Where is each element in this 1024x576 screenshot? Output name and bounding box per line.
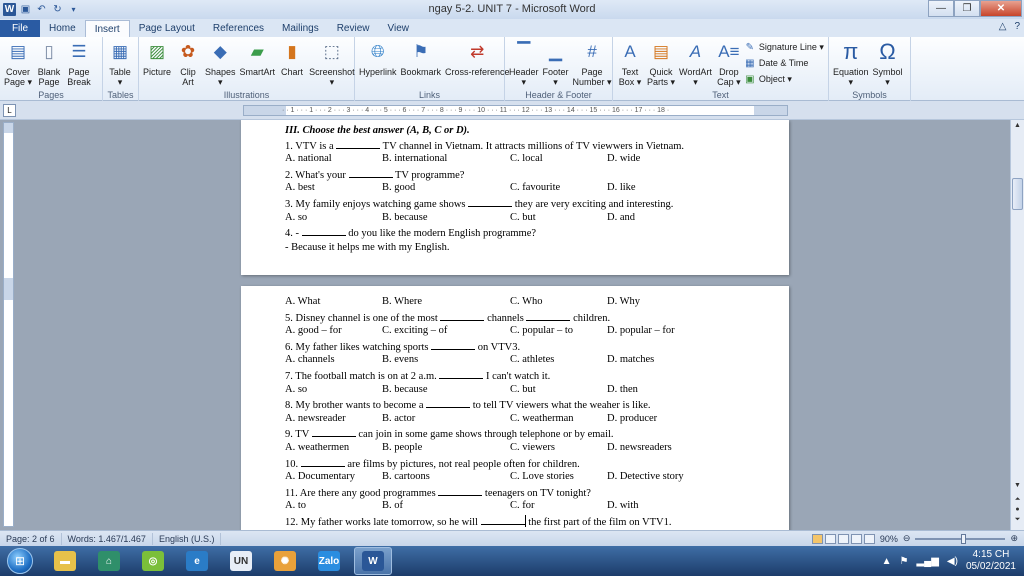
folder-icon: ▬ [54, 551, 76, 571]
taskbar-app6[interactable] [266, 547, 304, 575]
cross-reference-icon: ⇄ [470, 42, 485, 61]
signature-icon: ✎ [745, 41, 755, 53]
smartart-icon: ▰ [250, 42, 264, 61]
question-text: children. [570, 312, 611, 324]
question-text: to tell TV viewers what the weaher is like. [470, 400, 651, 412]
answer-option: A. channels [285, 354, 335, 366]
page-number-button[interactable]: # Page Number ▾ [571, 37, 614, 87]
start-button[interactable] [0, 546, 40, 576]
chart-icon: ▮ [287, 42, 297, 61]
answer-option: C. but [510, 211, 536, 223]
header-button[interactable]: ▔ Header ▾ [507, 37, 541, 87]
emblem-app-icon: ✺ [274, 551, 296, 571]
question-line [285, 311, 610, 327]
shield-app-icon: ⌂ [98, 551, 120, 571]
blank-page-button[interactable]: ▯ Blank Page [34, 37, 64, 87]
answer-blank [431, 340, 475, 350]
ruler-bar [0, 101, 1024, 120]
table-button[interactable]: ▦ Table ▾ [105, 37, 135, 87]
footer-button[interactable]: ▁ Footer ▾ [541, 37, 571, 87]
footer-icon: ▁ [548, 42, 563, 61]
question-text: 2. What's your [285, 169, 349, 181]
question-text: 10. [285, 458, 301, 470]
question-line [285, 369, 550, 385]
question-text: 11. Are there any good programmes [285, 487, 439, 499]
question-text: 5. Disney channel is one of the most [285, 312, 441, 324]
bookmark-icon: ⚑ [413, 42, 429, 61]
answer-option: C. Love stories [510, 471, 574, 483]
shapes-icon: ◆ [213, 42, 227, 61]
tab-insert[interactable]: Insert [85, 20, 130, 37]
tab-references[interactable]: References [212, 23, 265, 34]
screenshot-icon: ⬚ [323, 42, 340, 61]
flag-icon[interactable]: ⚑ [899, 555, 909, 567]
answer-option: D. popular – for [607, 325, 675, 337]
chart-button[interactable]: ▮ Chart [277, 37, 307, 87]
undo-icon[interactable]: ↶ [37, 4, 46, 15]
answer-option: C. athletes [510, 354, 555, 366]
group-header-footer: ▔ Header ▾ ▁ Footer ▾ # Page Number ▾ Header & Footer [505, 37, 613, 101]
quick-access-toolbar [0, 0, 80, 19]
answer-line: - Because it helps me with my English. [285, 241, 450, 253]
answer-option: C. but [510, 383, 536, 395]
unikey-icon: UN [230, 551, 252, 571]
taskbar-explorer[interactable] [46, 547, 84, 575]
save-icon[interactable]: ▣ [20, 4, 31, 15]
page-1[interactable] [241, 120, 789, 275]
question-line [285, 139, 684, 155]
hyperlink-icon: 🌐︎ [370, 42, 385, 61]
answer-option: D. like [607, 182, 636, 194]
page-number-icon: # [587, 42, 597, 61]
question-line [285, 226, 536, 242]
answer-option: C. viewers [510, 442, 555, 453]
answer-option: D. Detective story [607, 471, 684, 483]
question-text: the first part of the film on VTV1. [525, 517, 672, 528]
prev-page-icon[interactable]: ⏶ [1014, 496, 1021, 503]
redo-icon[interactable]: ↻ [53, 4, 62, 15]
question-line [285, 197, 673, 213]
system-tray [882, 546, 1024, 576]
equation-button[interactable]: π Equation ▾ [833, 39, 869, 87]
minimize-icon[interactable]: — [928, 0, 954, 17]
vertical-scrollbar[interactable] [1010, 120, 1024, 530]
question-line [285, 515, 671, 530]
tab-review[interactable]: Review [336, 23, 370, 34]
answer-option: C. for [510, 500, 535, 512]
answer-blank [312, 427, 356, 437]
object-button[interactable]: ▣ Object ▾ [745, 73, 792, 85]
answer-blank [438, 486, 482, 496]
view-buttons [812, 534, 875, 544]
ribbon-collapse-icon[interactable]: △ [998, 21, 1007, 32]
answer-option: C. Who [510, 296, 543, 307]
page-break-button[interactable]: ☰ Page Break [64, 37, 94, 87]
window-title: ngay 5-2. UNIT 7 - Microsoft Word [428, 3, 596, 15]
screenshot-button[interactable]: ⬚ Screenshot ▾ [307, 37, 357, 87]
smartart-button[interactable]: ▰ SmartArt [238, 37, 278, 87]
header-icon: ▔ [517, 42, 531, 61]
answer-option: B. evens [382, 354, 419, 366]
taskbar-ie[interactable] [178, 547, 216, 575]
taskbar [0, 546, 1024, 576]
blank-page-icon: ▯ [44, 42, 54, 61]
question-line [285, 168, 464, 184]
tray-expand-icon[interactable]: ▲ [881, 555, 892, 567]
answer-option: B. actor [382, 412, 416, 424]
answer-option: A. Documentary [285, 471, 355, 483]
answer-blank [526, 311, 570, 321]
answer-option: A. so [285, 211, 308, 223]
question-text: 9. TV [285, 429, 312, 441]
zalo-icon: Zalo [318, 551, 340, 571]
object-icon: ▣ [745, 73, 755, 85]
answer-blank [468, 197, 512, 207]
ribbon-insert [0, 37, 1024, 101]
answer-option: D. then [607, 383, 638, 395]
answer-option: C. local [510, 153, 543, 165]
word-app-icon[interactable]: W [4, 4, 15, 15]
answer-option: B. Where [382, 296, 423, 307]
answer-blank [481, 515, 525, 525]
answer-option: D. wide [607, 153, 641, 165]
browse-object-icon[interactable]: ● [1015, 506, 1020, 513]
clock[interactable]: 4:15 CH 05/02/2021 [965, 549, 1016, 572]
word-count[interactable]: Words: 1.467/1.467 [62, 533, 153, 545]
answer-option: B. people [382, 442, 423, 453]
answer-blank [440, 311, 484, 321]
answer-option: A. What [285, 296, 321, 307]
clip-art-icon: ✿ [180, 42, 196, 61]
clip-art-button[interactable]: ✿ Clip Art [173, 37, 203, 87]
question-text: channels [484, 312, 527, 324]
answer-option: D. producer [607, 412, 658, 424]
answer-option: A. best [285, 182, 315, 194]
volume-icon[interactable]: ◀) [946, 555, 958, 567]
taskbar-word[interactable] [354, 547, 392, 575]
question-text: 1. VTV is a [285, 140, 337, 152]
tab-page-layout[interactable]: Page Layout [138, 23, 195, 34]
restore-icon[interactable]: ❐ [954, 0, 980, 17]
status-bar [0, 530, 1024, 546]
group-tables: ▦ Table ▾ Tables [103, 37, 139, 101]
question-text: 6. My father likes watching sports [285, 341, 432, 353]
taskbar-unikey[interactable] [222, 547, 260, 575]
word-app-icon: W [362, 551, 384, 571]
answer-blank [336, 139, 380, 149]
page-count[interactable]: Page: 2 of 6 [0, 533, 62, 545]
bookmark-button[interactable]: ⚑ Bookmark [399, 37, 444, 87]
answer-option: C. favourite [510, 182, 561, 194]
section-heading: III. Choose the best answer (A, B, C or D). [285, 125, 470, 136]
zoom-slider[interactable] [915, 538, 1005, 540]
horizontal-ruler[interactable]: · · 1 · · · 1 · · · 2 · · · 3 · · · 4 · · · 5 · · · 6 · · · 7 · · · 8 · · · 9 · · · 10 · · · 11 · · · 12 · · · 13 · · · 14 · · · 15 · · · 16 · · · 17 · · · 18 · [243, 105, 788, 116]
scroll-up-icon[interactable]: ▲ [1014, 122, 1021, 129]
picture-icon: ▨ [148, 42, 166, 61]
scroll-thumb[interactable] [1012, 178, 1023, 210]
picture-button[interactable]: ▨ Picture [141, 37, 173, 87]
scroll-down-icon[interactable]: ▼ [1014, 482, 1021, 489]
tab-file[interactable]: File [0, 20, 40, 37]
answer-blank [439, 369, 483, 379]
question-text: teenagers on TV tonight? [482, 487, 591, 499]
page-2[interactable] [241, 286, 789, 530]
answer-option: B. international [382, 153, 448, 165]
answer-option: B. good [382, 182, 416, 194]
question-line [285, 457, 580, 473]
tab-home[interactable]: Home [49, 23, 76, 34]
taskbar-zalo[interactable] [310, 547, 348, 575]
close-icon[interactable]: ✕ [980, 0, 1022, 17]
answer-option: B. of [382, 500, 403, 512]
outline-icon[interactable] [851, 534, 862, 544]
question-text: 4. - [285, 228, 302, 240]
drop-cap-icon: A≡ [718, 42, 740, 61]
equation-icon: π [843, 39, 859, 64]
question-text: I can't watch it. [483, 371, 551, 382]
group-pages: ▤ Cover Page ▾ ▯ Blank Page ☰ Page Break Pages [0, 37, 103, 101]
question-text: can join in some game shows through telephone or by email. [355, 429, 614, 441]
hyperlink-button[interactable]: 🌐︎ Hyperlink [357, 37, 399, 87]
taskbar-apps [40, 547, 392, 575]
print-layout-icon[interactable] [812, 534, 823, 544]
answer-blank [349, 168, 393, 178]
web-layout-icon[interactable] [838, 534, 849, 544]
tab-mailings[interactable]: Mailings [282, 23, 319, 34]
document-area[interactable] [16, 120, 1010, 530]
swirl-app-icon: ◎ [142, 551, 164, 571]
table-icon: ▦ [111, 42, 129, 61]
ribbon-tabs [0, 19, 1024, 37]
answer-option: D. with [607, 500, 639, 512]
answer-blank [302, 226, 346, 236]
help-icon[interactable]: ? [1014, 21, 1020, 32]
question-text: 8. My brother wants to become a [285, 400, 427, 412]
answer-option: D. matches [607, 354, 655, 366]
answer-option: C. exciting – of [382, 325, 448, 337]
signature-line-button[interactable]: ✎ Signature Line ▾ [745, 41, 824, 53]
tab-view[interactable]: View [387, 23, 409, 34]
answer-option: A. to [285, 500, 306, 512]
group-symbols: π Equation ▾ Ω Symbol ▾ Symbols [829, 37, 911, 101]
answer-option: C. popular – to [510, 325, 573, 337]
zoom-slider-knob[interactable] [961, 534, 966, 544]
quick-parts-icon: ▤ [652, 42, 670, 61]
symbol-icon: Ω [879, 39, 896, 64]
answer-option: C. weatherman [510, 412, 574, 424]
text-box-button[interactable]: A Text Box ▾ [615, 37, 645, 87]
answer-option: A. so [285, 383, 308, 395]
internet-explorer-icon: e [186, 551, 208, 571]
symbol-button[interactable]: Ω Symbol ▾ [872, 39, 903, 87]
customize-icon[interactable]: ▾ [71, 5, 76, 14]
answer-option: D. newsreaders [607, 442, 672, 453]
window-controls [928, 0, 1022, 17]
windows-logo-icon: ⊞ [7, 548, 33, 574]
shapes-button[interactable]: ◆ Shapes ▾ [203, 37, 238, 87]
group-links: 🌐︎ Hyperlink ⚑ Bookmark ⇄ Cross-reference Links [355, 37, 505, 101]
answer-option: B. cartoons [382, 471, 430, 483]
question-line [285, 486, 591, 502]
question-text: TV programme? [392, 169, 465, 181]
question-text: TV channel in Vietnam. It attracts millions of TV viewwers in Vietnam. [380, 140, 685, 152]
question-text: on VTV3. [475, 341, 521, 353]
network-icon[interactable]: ▂▄▆ [916, 555, 939, 567]
answer-option: A. national [285, 153, 332, 165]
vertical-ruler[interactable] [3, 122, 14, 527]
wordart-icon: A [689, 42, 702, 61]
answer-option: D. and [607, 211, 635, 223]
answer-option: A. weathermen [285, 442, 350, 453]
cover-page-button[interactable]: ▤ Cover Page ▾ [2, 37, 34, 87]
question-text: 12. My father works late tomorrow, so he will [285, 517, 481, 528]
answer-blank [301, 457, 345, 467]
answer-option: B. because [382, 211, 428, 223]
language-indicator[interactable]: English (U.S.) [153, 533, 222, 545]
answer-option: A. newsreader [285, 412, 346, 424]
group-text: A Text Box ▾ ▤ Quick Parts ▾ A WordArt ▾ A≡ Drop Cap ▾ ✎ Signature Line ▾ ▦ Date & Time ▣ Object ▾ Text [613, 37, 829, 101]
calendar-icon: ▦ [745, 57, 755, 69]
tab-selector[interactable]: L [3, 104, 16, 117]
question-text: do you like the modern English programme? [345, 228, 537, 240]
cover-page-icon: ▤ [9, 42, 27, 61]
taskbar-app2[interactable] [90, 547, 128, 575]
taskbar-app3[interactable] [134, 547, 172, 575]
zoom-out-icon[interactable]: ⊖ [902, 533, 911, 543]
text-box-icon: A [624, 42, 636, 61]
answer-blank [426, 398, 470, 408]
question-text: 3. My family enjoys watching game shows [285, 199, 469, 210]
answer-option: D. Why [607, 296, 641, 307]
answer-option: B. because [382, 383, 428, 395]
title-bar [0, 0, 1024, 19]
question-text: 7. The football match is on at 2 a.m. [285, 371, 440, 382]
page-break-icon: ☰ [71, 42, 87, 61]
question-line [285, 340, 520, 356]
question-line [285, 398, 651, 414]
drop-cap-button[interactable]: A≡ Drop Cap ▾ [714, 37, 744, 87]
cross-reference-button[interactable]: ⇄ Cross-reference [443, 37, 512, 87]
wordart-button[interactable]: A WordArt ▾ [677, 37, 714, 87]
zoom-in-icon[interactable]: ⊕ [1010, 533, 1018, 543]
zoom-controls [812, 533, 1018, 544]
answer-option: A. good – for [285, 325, 342, 337]
zoom-level[interactable]: 90% [879, 533, 898, 544]
next-page-icon[interactable]: ⏷ [1014, 516, 1021, 523]
question-text: are films by pictures, not real people often for children. [344, 458, 580, 470]
draft-icon[interactable] [864, 534, 875, 544]
date-time-button[interactable]: ▦ Date & Time [745, 57, 809, 69]
question-line [285, 427, 614, 443]
quick-parts-button[interactable]: ▤ Quick Parts ▾ [645, 37, 677, 87]
question-text: they are very exciting and interesting. [512, 199, 674, 210]
full-screen-icon[interactable] [825, 534, 836, 544]
group-illustrations: ▨ Picture ✿ Clip Art ◆ Shapes ▾ ▰ SmartArt ▮ Chart ⬚ Screenshot ▾ Illustrations [139, 37, 355, 101]
